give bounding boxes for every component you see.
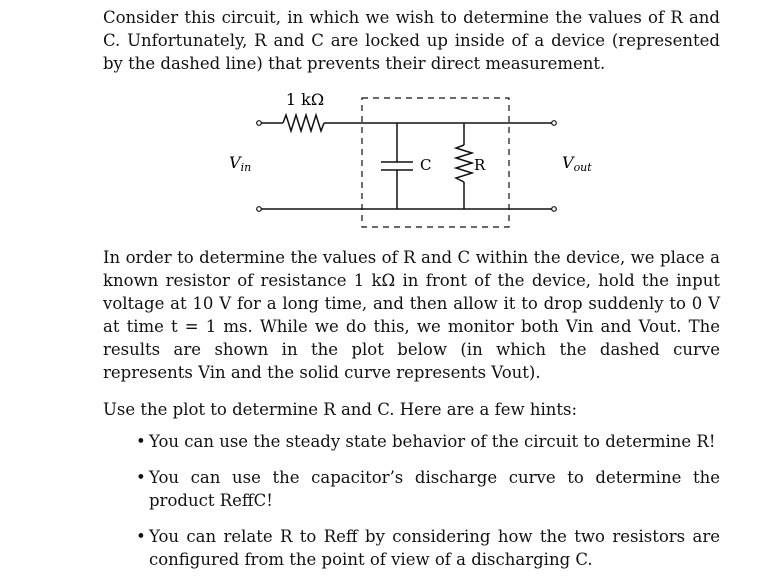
hint-text: You can relate R to Reff by considering how the two resistors are configured from the point of view of a discharging C. [149,527,720,569]
hint-text: You can use the steady state behavior of the circuit to determine R! [149,432,716,451]
circuit-diagram [0,0,774,240]
vout-label: Vout [562,153,592,174]
hint-text: You can use the capacitor’s discharge curve to determine the product ReffC! [149,468,720,510]
vin-top-terminal [257,121,262,126]
capacitor-label: C [420,156,432,174]
inner-resistor [456,145,472,182]
task-paragraph: Use the plot to determine R and C. Here are a few hints: [103,400,578,419]
series-resistor [283,115,324,131]
vin-bottom-terminal [257,207,262,212]
method-paragraph: In order to determine the values of R and C within the device, we place a known resistor of resistance 1 kΩ in front of the device, hold the input voltage at 10 V for a long time, and then allow it to drop suddenly to 0 V at time t = 1 ms. While we do this, we monitor both Vin and Vout. The results are shown in the plot below (in which the dashed curve represents Vin and the solid curve represents Vout). [103,248,720,382]
vin-label: Vin [229,153,252,174]
vout-top-terminal [552,121,557,126]
bullet-icon: • [136,432,146,451]
vout-bottom-terminal [552,207,557,212]
inner-resistor-label: R [474,156,486,174]
series-resistor-label: 1 kΩ [285,90,325,109]
bullet-icon: • [136,468,146,487]
bullet-icon: • [136,527,146,546]
intro-paragraph: Consider this circuit, in which we wish to determine the values of R and C. Unfortunately, R and C are locked up inside of a device (represented by the dashed line) that prevents their direct measurement. [103,8,720,73]
